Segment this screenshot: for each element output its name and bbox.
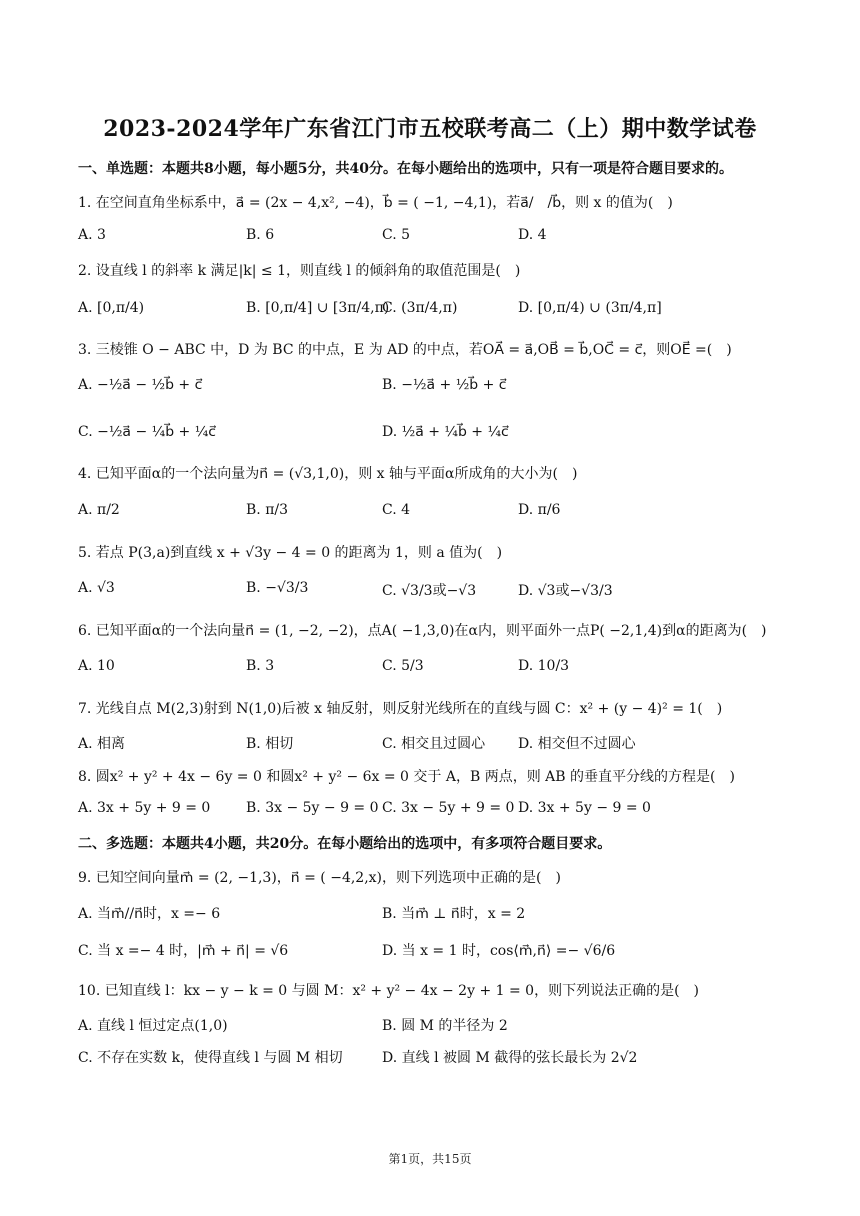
option-c: C. √3/3或−√3 bbox=[382, 583, 477, 599]
option-b: B. −½a⃗ + ½b⃗ + c⃗ bbox=[382, 377, 507, 393]
question-7: 7. 光线自点 M(2,3)射到 N(1,0)后被 x 轴反射，则反射光线所在的直线与圆 C：x² + (y − 4)² = 1( ) bbox=[78, 701, 723, 717]
question-10: 10. 已知直线 l：kx − y − k = 0 与圆 M：x² + y² − 4x − 2y + 1 = 0，则下列说法正确的是( ) bbox=[78, 983, 699, 999]
option-c: C. 5/3 bbox=[382, 658, 424, 674]
option-a: A. 当m⃗//n⃗时，x =− 6 bbox=[78, 906, 221, 922]
options-row bbox=[78, 424, 798, 454]
option-a: A. −½a⃗ − ½b⃗ + c⃗ bbox=[78, 377, 203, 393]
option-a: A. 10 bbox=[78, 658, 115, 674]
page-footer: 第1页，共15页 bbox=[388, 1152, 472, 1166]
options-row bbox=[78, 733, 798, 763]
option-c: C. 3x − 5y + 9 = 0 bbox=[382, 800, 515, 816]
question-3: 3. 三棱锥 O − ABC 中，D 为 BC 的中点，E 为 AD 的中点，若OA⃗ = a⃗,OB⃗ = b⃗,OC⃗ = c⃗，则OE⃗ =( ) bbox=[78, 342, 732, 358]
page-title: 2023-2024学年广东省江门市五校联考高二（上）期中数学试卷 bbox=[103, 116, 757, 142]
option-d: D. 10/3 bbox=[518, 658, 570, 674]
option-d: D. √3或−√3/3 bbox=[518, 583, 613, 599]
option-c: C. −½a⃗ − ¼b⃗ + ¼c⃗ bbox=[78, 424, 216, 440]
option-c: C. 相交且过圆心 bbox=[382, 736, 486, 752]
option-a: A. 直线 l 恒过定点(1,0) bbox=[78, 1018, 228, 1034]
options-row bbox=[78, 300, 798, 330]
options-row bbox=[78, 800, 798, 830]
option-a: A. √3 bbox=[78, 580, 115, 596]
options-row bbox=[78, 377, 798, 407]
option-b: B. 3x − 5y − 9 = 0 bbox=[246, 800, 379, 816]
options-row bbox=[78, 940, 798, 970]
option-a: A. 3x + 5y + 9 = 0 bbox=[78, 800, 211, 816]
question-1: 1. 在空间直角坐标系中，a⃗ = (2x − 4,x², −4)，b⃗ = ( −1, −4,1)，若a⃗/ /b⃗，则 x 的值为( ) bbox=[78, 195, 673, 211]
options-row bbox=[78, 1047, 798, 1077]
option-a: A. 3 bbox=[78, 227, 106, 243]
option-b: B. [0,π/4] ∪ [3π/4,π) bbox=[246, 300, 390, 316]
options-row bbox=[78, 658, 798, 688]
option-c: C. (3π/4,π) bbox=[382, 300, 458, 316]
option-b: B. 相切 bbox=[246, 736, 294, 752]
option-a: A. π/2 bbox=[78, 502, 120, 518]
option-b: B. 圆 M 的半径为 2 bbox=[382, 1018, 508, 1034]
question-9: 9. 已知空间向量m⃗ = (2, −1,3)，n⃗ = ( −4,2,x)，则下列选项中正确的是( ) bbox=[78, 870, 561, 886]
options-row bbox=[78, 580, 798, 610]
option-c: C. 5 bbox=[382, 227, 411, 243]
option-c: C. 4 bbox=[382, 502, 411, 518]
option-b: B. 当m⃗ ⊥ n⃗时，x = 2 bbox=[382, 906, 526, 922]
option-a: A. [0,π/4) bbox=[78, 300, 145, 316]
question-5: 5. 若点 P(3,a)到直线 x + √3y − 4 = 0 的距离为 1，则 a 值为( ) bbox=[78, 545, 503, 561]
question-8: 8. 圆x² + y² + 4x − 6y = 0 和圆x² + y² − 6x = 0 交于 A，B 两点，则 AB 的垂直平分线的方程是( ) bbox=[78, 769, 735, 785]
section-heading-multiple-choice: 二、多选题：本题共4小题，共20分。在每小题给出的选项中，有多项符合题目要求。 bbox=[78, 836, 612, 852]
option-b: B. π/3 bbox=[246, 502, 289, 518]
options-row bbox=[78, 1015, 798, 1045]
question-4: 4. 已知平面α的一个法向量为n⃗ = (√3,1,0)，则 x 轴与平面α所成角的大小为( ) bbox=[78, 466, 578, 482]
option-d: D. 相交但不过圆心 bbox=[518, 736, 636, 752]
question-6: 6. 已知平面α的一个法向量n⃗ = (1, −2, −2)，点A( −1,3,0)在α内，则平面外一点P( −2,1,4)到α的距离为( ) bbox=[78, 623, 767, 639]
option-d: D. [0,π/4) ∪ (3π/4,π] bbox=[518, 300, 662, 316]
option-d: D. 3x + 5y − 9 = 0 bbox=[518, 800, 651, 816]
option-c: C. 当 x =− 4 时，|m⃗ + n⃗| = √6 bbox=[78, 943, 289, 959]
section-heading-single-choice: 一、单选题：本题共8小题，每小题5分，共40分。在每小题给出的选项中，只有一项是符合题目要求的。 bbox=[78, 161, 733, 177]
options-row bbox=[78, 903, 798, 933]
option-d: D. 直线 l 被圆 M 截得的弦长最长为 2√2 bbox=[382, 1050, 638, 1066]
option-d: D. 4 bbox=[518, 227, 547, 243]
option-d: D. 当 x = 1 时，cos⟨m⃗,n⃗⟩ =− √6/6 bbox=[382, 943, 616, 959]
option-d: D. ½a⃗ + ¼b⃗ + ¼c⃗ bbox=[382, 424, 509, 440]
option-a: A. 相离 bbox=[78, 736, 126, 752]
options-row bbox=[78, 502, 798, 532]
option-d: D. π/6 bbox=[518, 502, 561, 518]
options-row bbox=[78, 227, 798, 257]
option-c: C. 不存在实数 k，使得直线 l 与圆 M 相切 bbox=[78, 1050, 343, 1066]
option-b: B. 3 bbox=[246, 658, 275, 674]
option-b: B. −√3/3 bbox=[246, 580, 309, 596]
question-2: 2. 设直线 l 的斜率 k 满足|k| ≤ 1，则直线 l 的倾斜角的取值范围是( ) bbox=[78, 263, 521, 279]
option-b: B. 6 bbox=[246, 227, 275, 243]
